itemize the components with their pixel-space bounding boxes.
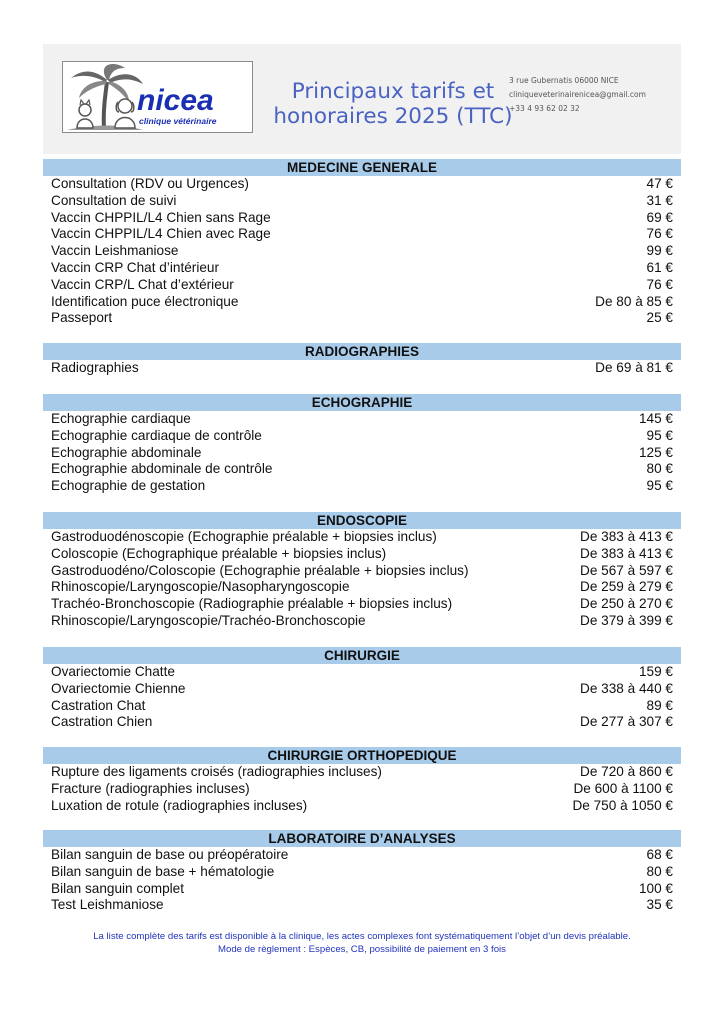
service-price: 69 € bbox=[646, 209, 673, 225]
clinic-logo bbox=[62, 61, 253, 133]
service-price: De 277 à 307 € bbox=[580, 714, 673, 730]
service-price: 47 € bbox=[646, 176, 673, 191]
service-label: Echographie abdominale bbox=[51, 444, 202, 460]
price-row bbox=[43, 781, 681, 798]
price-row bbox=[43, 277, 681, 294]
section-echographie bbox=[43, 394, 681, 495]
price-row bbox=[43, 210, 681, 227]
price-row bbox=[43, 897, 681, 914]
service-price: 25 € bbox=[646, 310, 673, 326]
service-price: 159 € bbox=[638, 664, 673, 679]
section-radiographies bbox=[43, 343, 681, 377]
service-label: Echographie abdominale de contrôle bbox=[51, 461, 273, 477]
footer-line-1: La liste complète des tarifs est disponible à la clinique, les actes complexes font systématiquement l’objet d’un devis préalable. bbox=[93, 931, 631, 942]
price-row bbox=[43, 360, 681, 377]
title-line-1: Principaux tarifs et bbox=[291, 79, 495, 104]
service-label: Gastroduodénoscopie (Echographie préalable + biopsies inclus) bbox=[51, 529, 437, 544]
page-title bbox=[263, 79, 523, 129]
price-row bbox=[43, 193, 681, 210]
service-label: Identification puce électronique bbox=[51, 293, 239, 309]
service-label: Ovariectomie Chatte bbox=[51, 664, 175, 679]
price-row bbox=[43, 478, 681, 495]
price-row bbox=[43, 260, 681, 277]
header-banner bbox=[43, 44, 681, 154]
service-price: 35 € bbox=[646, 897, 673, 913]
service-label: Rhinoscopie/Laryngoscopie/Trachéo-Bronchoscopie bbox=[51, 612, 366, 628]
price-row bbox=[43, 798, 681, 815]
price-row bbox=[43, 596, 681, 613]
service-label: Ovariectomie Chienne bbox=[51, 680, 186, 696]
price-row bbox=[43, 579, 681, 596]
service-label: Vaccin CRP/L Chat d’extérieur bbox=[51, 276, 234, 292]
service-price: De 720 à 860 € bbox=[580, 764, 673, 779]
service-label: Bilan sanguin de base + hématologie bbox=[51, 863, 275, 879]
phone-text: +33 4 93 62 02 32 bbox=[509, 104, 580, 113]
price-row bbox=[43, 847, 681, 864]
section-laboratoire-analyses bbox=[43, 830, 681, 914]
service-label: Radiographies bbox=[51, 360, 139, 375]
price-row bbox=[43, 461, 681, 478]
price-row bbox=[43, 529, 681, 546]
service-price: De 383 à 413 € bbox=[580, 545, 673, 561]
section-medecine-generale bbox=[43, 159, 681, 327]
price-row bbox=[43, 546, 681, 563]
service-label: Echographie cardiaque bbox=[51, 411, 191, 426]
service-price: 89 € bbox=[646, 697, 673, 713]
service-label: Vaccin CRP Chat d’intérieur bbox=[51, 259, 219, 275]
service-price: De 338 à 440 € bbox=[580, 680, 673, 696]
service-label: Echographie de gestation bbox=[51, 478, 206, 494]
service-price: 99 € bbox=[646, 243, 673, 259]
price-row bbox=[43, 881, 681, 898]
section-chirurgie bbox=[43, 647, 681, 731]
section-chirurgie-orthopedique bbox=[43, 747, 681, 814]
service-label: Gastroduodéno/Coloscopie (Echographie préalable + biopsies inclus) bbox=[51, 562, 469, 578]
service-label: Echographie cardiaque de contrôle bbox=[51, 427, 262, 443]
section-header: MEDECINE GENERALE bbox=[43, 159, 681, 176]
service-label: Passeport bbox=[51, 310, 113, 326]
footer-line-2: Mode de règlement : Espèces, CB, possibilité de paiement en 3 fois bbox=[218, 944, 506, 955]
price-row bbox=[43, 226, 681, 243]
service-price: 76 € bbox=[646, 276, 673, 292]
service-price: 95 € bbox=[646, 478, 673, 494]
service-label: Vaccin CHPPIL/L4 Chien sans Rage bbox=[51, 209, 271, 225]
price-row bbox=[43, 428, 681, 445]
email-text: cliniqueveterinairenicea@gmail.com bbox=[509, 90, 646, 99]
service-price: 61 € bbox=[646, 259, 673, 275]
price-row bbox=[43, 764, 681, 781]
price-row bbox=[43, 445, 681, 462]
service-price: De 383 à 413 € bbox=[580, 529, 673, 544]
service-price: 80 € bbox=[646, 461, 673, 477]
service-label: Vaccin Leishmaniose bbox=[51, 243, 179, 259]
service-label: Rhinoscopie/Laryngoscopie/Nasopharyngoscopie bbox=[51, 579, 350, 595]
section-header: RADIOGRAPHIES bbox=[43, 343, 681, 360]
service-price: 145 € bbox=[638, 411, 673, 426]
logo-wordmark: nicea bbox=[137, 84, 214, 117]
service-price: De 69 à 81 € bbox=[595, 360, 673, 375]
service-price: 76 € bbox=[646, 226, 673, 242]
price-row bbox=[43, 864, 681, 881]
section-header: CHIRURGIE ORTHOPEDIQUE bbox=[43, 747, 681, 764]
service-label: Coloscopie (Echographique préalable + biopsies inclus) bbox=[51, 545, 387, 561]
price-row bbox=[43, 698, 681, 715]
price-row bbox=[43, 664, 681, 681]
service-label: Consultation de suivi bbox=[51, 192, 177, 208]
service-label: Bilan sanguin de base ou préopératoire bbox=[51, 847, 289, 862]
price-row bbox=[43, 563, 681, 580]
section-header: ENDOSCOPIE bbox=[43, 512, 681, 529]
service-price: 31 € bbox=[646, 192, 673, 208]
price-row bbox=[43, 411, 681, 428]
service-price: De 80 à 85 € bbox=[595, 293, 673, 309]
price-row bbox=[43, 613, 681, 630]
service-price: De 379 à 399 € bbox=[580, 612, 673, 628]
section-header: ECHOGRAPHIE bbox=[43, 394, 681, 411]
price-row bbox=[43, 714, 681, 731]
service-price: De 600 à 1100 € bbox=[573, 780, 673, 796]
service-label: Castration Chat bbox=[51, 697, 146, 713]
service-price: 95 € bbox=[646, 427, 673, 443]
service-label: Fracture (radiographies incluses) bbox=[51, 780, 250, 796]
service-price: 125 € bbox=[638, 444, 673, 460]
service-price: De 567 à 597 € bbox=[580, 562, 673, 578]
service-price: De 250 à 270 € bbox=[580, 596, 673, 612]
service-price: De 750 à 1050 € bbox=[572, 797, 673, 813]
price-row bbox=[43, 681, 681, 698]
service-label: Consultation (RDV ou Urgences) bbox=[51, 176, 249, 191]
service-price: 68 € bbox=[646, 847, 673, 862]
price-row bbox=[43, 176, 681, 193]
service-label: Bilan sanguin complet bbox=[51, 880, 184, 896]
address-text: 3 rue Gubernatis 06000 NICE bbox=[509, 76, 619, 85]
footer-note bbox=[0, 930, 724, 956]
logo-subtitle: clinique vétérinaire bbox=[139, 116, 217, 126]
section-header: LABORATOIRE D’ANALYSES bbox=[43, 830, 681, 847]
service-label: Vaccin CHPPIL/L4 Chien avec Rage bbox=[51, 226, 271, 242]
service-label: Test Leishmaniose bbox=[51, 897, 164, 913]
service-label: Castration Chien bbox=[51, 714, 153, 730]
price-row bbox=[43, 294, 681, 311]
service-price: 100 € bbox=[638, 880, 673, 896]
price-row bbox=[43, 243, 681, 260]
section-endoscopie bbox=[43, 512, 681, 630]
contact-info bbox=[509, 74, 646, 116]
service-label: Trachéo-Bronchoscopie (Radiographie préalable + biopsies inclus) bbox=[51, 596, 453, 612]
service-label: Luxation de rotule (radiographies incluses) bbox=[51, 797, 308, 813]
section-header: CHIRURGIE bbox=[43, 647, 681, 664]
title-line-2: honoraires 2025 (TTC) bbox=[273, 104, 513, 129]
service-price: De 259 à 279 € bbox=[580, 579, 673, 595]
price-row bbox=[43, 310, 681, 327]
service-price: 80 € bbox=[646, 863, 673, 879]
service-label: Rupture des ligaments croisés (radiographies incluses) bbox=[51, 764, 382, 779]
